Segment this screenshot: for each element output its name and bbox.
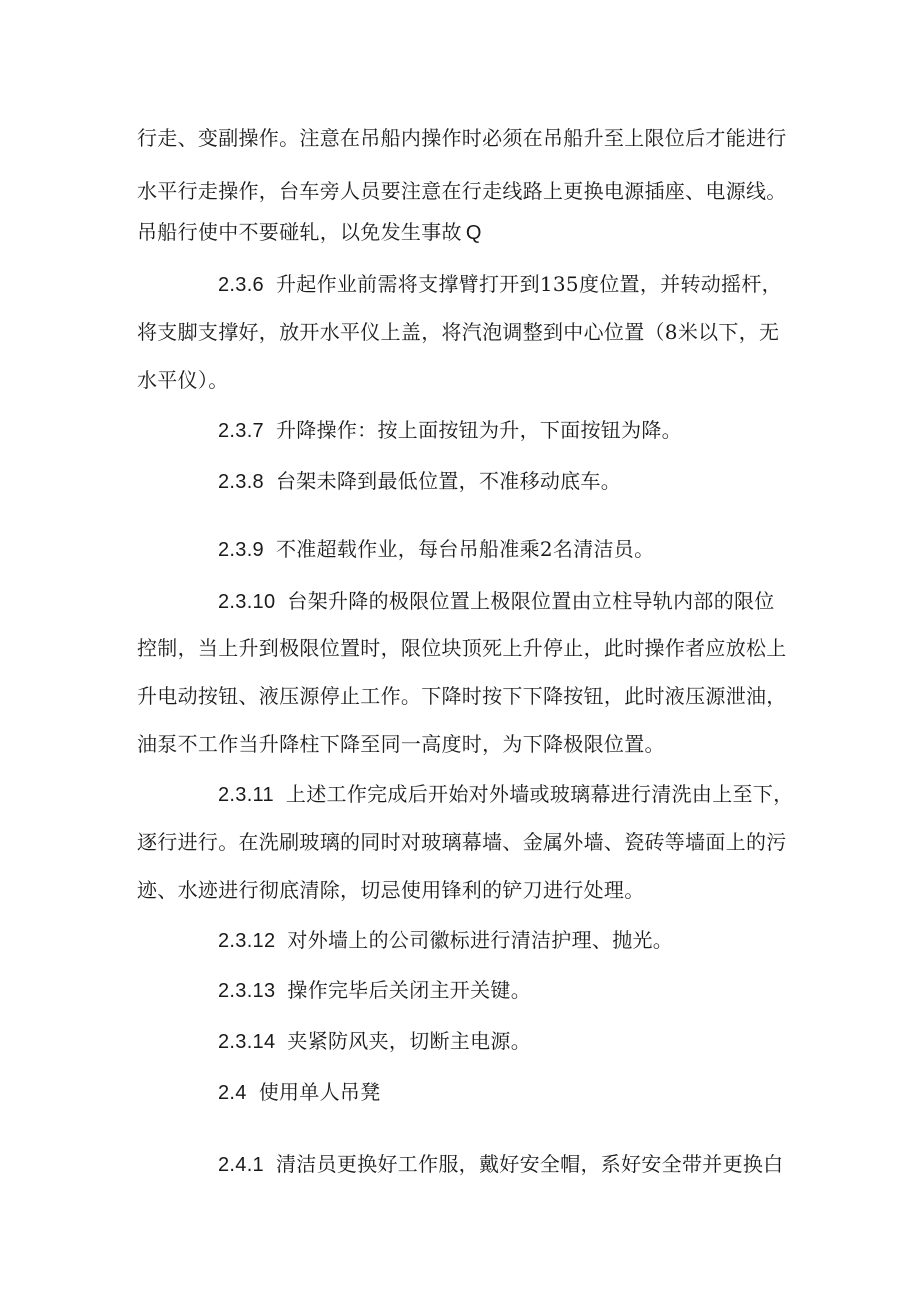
clause-2-3-13: 2.3.13 操作完毕后关闭主开关键。 bbox=[218, 978, 532, 1002]
clause-2-3-6: 2.3.6 升起作业前需将支撑臂打开到135度位置，并转动摇杆， bbox=[218, 272, 782, 296]
clause-2-3-14: 2.3.14 夹紧防风夹，切断主电源。 bbox=[218, 1029, 532, 1053]
text-line: 吊船行使中不要碰轧，以免发生事故 Q bbox=[137, 220, 482, 244]
clause-2-3-10: 2.3.10 台架升降的极限位置上极限位置由立柱导轨内部的限位 bbox=[218, 589, 775, 613]
text-line: 升电动按钮、液压源停止工作。下降时按下下降按钮，此时液压源泄油， bbox=[137, 684, 787, 708]
text-line: 水平行走操作，台车旁人员要注意在行走线路上更换电源插座、电源线。 bbox=[137, 179, 787, 203]
trailing-q: Q bbox=[465, 222, 482, 244]
text-line: 行走、变副操作。注意在吊船内操作时必须在吊船升至上限位后才能进行 bbox=[137, 126, 787, 150]
clause-2-3-8: 2.3.8 台架未降到最低位置，不准移动底车。 bbox=[218, 469, 622, 493]
text-line: 水平仪）。 bbox=[137, 368, 229, 392]
text-line: 逐行进行。在洗刷玻璃的同时对玻璃幕墙、金属外墙、瓷砖等墙面上的污 bbox=[137, 830, 787, 854]
text-line: 油泵不工作当升降柱下降至同一高度时，为下降极限位置。 bbox=[137, 732, 665, 756]
clause-2-3-11: 2.3.11 上述工作完成后开始对外墙或玻璃幕进行清洗由上至下， bbox=[218, 782, 794, 806]
clause-2-4-1: 2.4.1 清洁员更换好工作服，戴好安全帽，系好安全带并更换白 bbox=[218, 1152, 784, 1176]
section-2-4: 2.4 使用单人吊凳 bbox=[218, 1080, 381, 1104]
text-line: 控制，当上升到极限位置时，限位块顶死上升停止，此时操作者应放松上 bbox=[137, 636, 787, 660]
clause-2-3-12: 2.3.12 对外墙上的公司徽标进行清洁护理、抛光。 bbox=[218, 928, 674, 952]
text-line: 迹、水迹进行彻底清除，切忌使用锋利的铲刀进行处理。 bbox=[137, 878, 645, 902]
clause-2-3-7: 2.3.7 升降操作：按上面按钮为升，下面按钮为降。 bbox=[218, 418, 682, 442]
clause-2-3-9: 2.3.9 不准超载作业，每台吊船准乘2名清洁员。 bbox=[218, 537, 655, 561]
text-line: 将支脚支撑好，放开水平仪上盖，将汽泡调整到中心位置（8米以下，无 bbox=[137, 320, 780, 344]
